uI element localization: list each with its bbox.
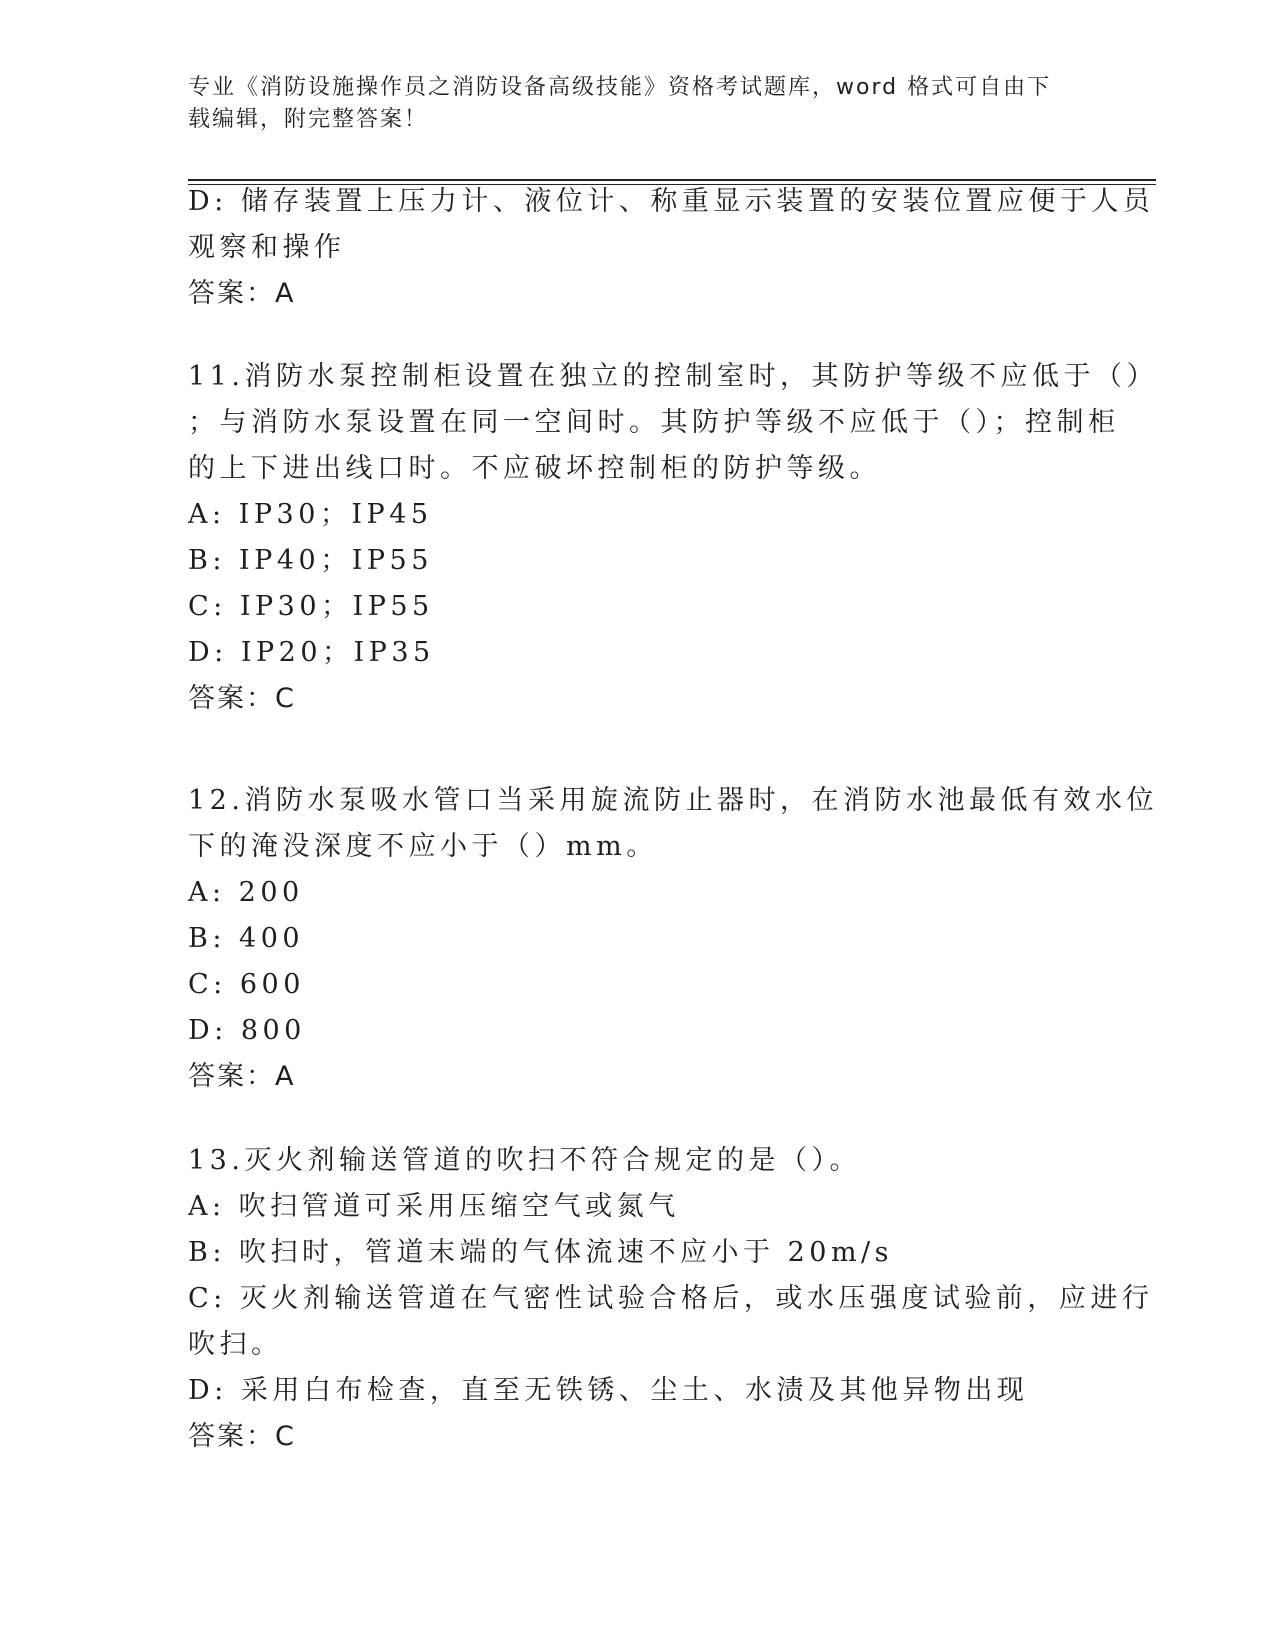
option-b: B: 400 <box>188 923 305 954</box>
question-13 <box>188 1138 1154 1460</box>
option-b: B: IP40；IP55 <box>188 545 433 576</box>
question-stem-line: 12.消防水泵吸水管口当采用旋流防止器时，在消防水池最低有效水位 <box>188 785 1158 816</box>
answer-line: 答案：A <box>188 1061 296 1092</box>
option-a: A: 200 <box>188 877 304 908</box>
question-11 <box>188 354 1158 722</box>
answer-line: 答案：C <box>188 1421 296 1452</box>
option-c: C: IP30；IP55 <box>188 591 434 622</box>
option-a: A: IP30；IP45 <box>188 499 433 530</box>
option-c: C: 600 <box>188 969 305 1000</box>
answer-line: 答案：A <box>188 278 296 309</box>
question-stem-line: 下的淹没深度不应小于（）mm。 <box>188 831 658 862</box>
option-d: D: 采用白布检查，直至无铁锈、尘土、水渍及其他异物出现 <box>188 1375 1029 1406</box>
question-stem-line: 13.灭火剂输送管道的吹扫不符合规定的是（）。 <box>188 1145 861 1176</box>
previous-question-continuation <box>188 179 1155 317</box>
answer-line: 答案：C <box>188 683 296 714</box>
option-d: D: IP20；IP35 <box>188 637 435 668</box>
header-line-1: 专业《消防设施操作员之消防设备高级技能》资格考试题库，word 格式可自由下 <box>188 75 1052 100</box>
question-stem-line: 的上下进出线口时。不应破坏控制柜的防护等级。 <box>188 453 881 484</box>
option-b: B: 吹扫时，管道末端的气体流速不应小于 20m/s <box>188 1237 894 1268</box>
question-stem-line: ；与消防水泵设置在同一空间时。其防护等级不应低于（）；控制柜 <box>188 407 1120 438</box>
option-c: C: 灭火剂输送管道在气密性试验合格后，或水压强度试验前，应进行 <box>188 1283 1154 1314</box>
document-header <box>188 72 1068 136</box>
option-d-line-1: D: 储存装置上压力计、液位计、称重显示装置的安装位置应便于人员 <box>188 186 1155 217</box>
option-c-continuation: 吹扫。 <box>188 1329 283 1360</box>
option-a: A: 吹扫管道可采用压缩空气或氮气 <box>188 1191 680 1222</box>
question-12 <box>188 778 1158 1100</box>
option-d-line-2: 观察和操作 <box>188 232 346 263</box>
header-line-2: 载编辑，附完整答案！ <box>188 107 429 132</box>
option-d: D: 800 <box>188 1015 306 1046</box>
question-stem-line: 11.消防水泵控制柜设置在独立的控制室时，其防护等级不应低于（） <box>188 361 1158 392</box>
